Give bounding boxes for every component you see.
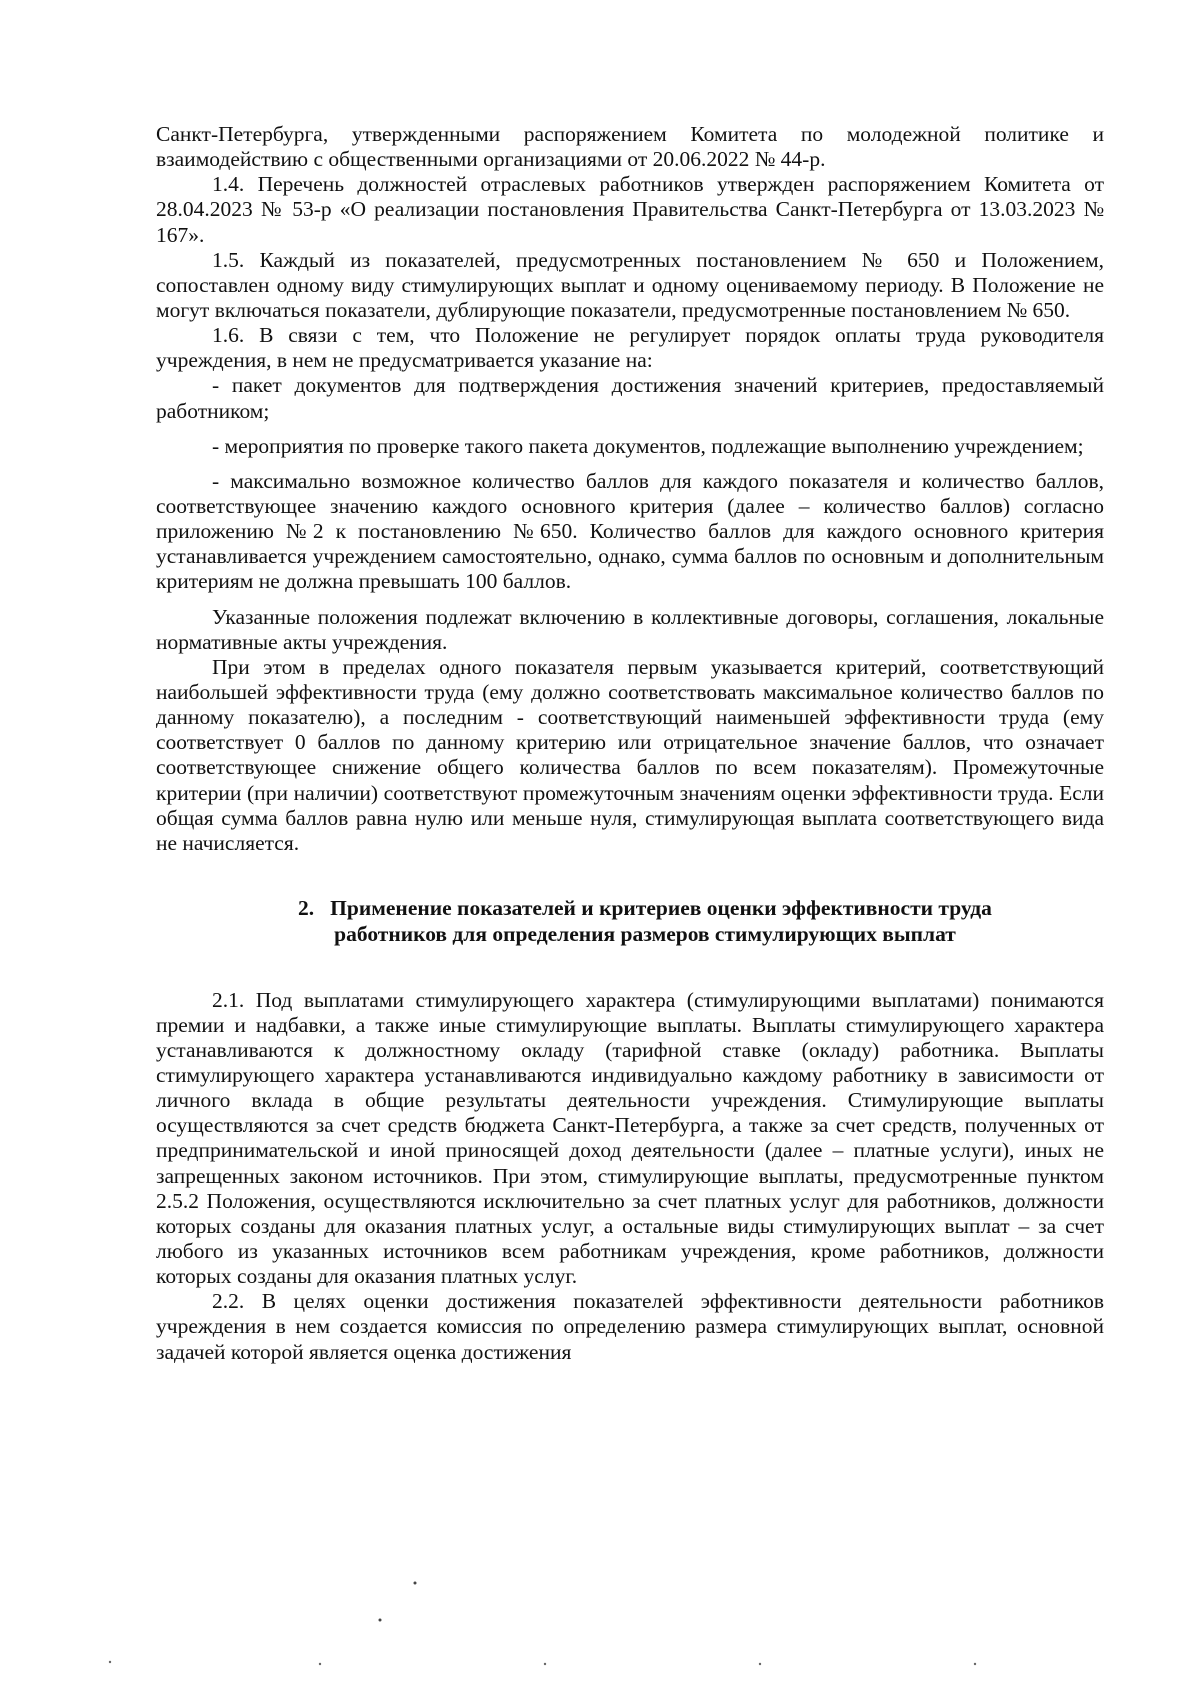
list-item-max-points: - максимально возможное количество баллов для каждого показателя и количество баллов, соответствующее значению каждого основного критерия (далее – количество баллов) согласно приложению №2 к постановлению №650. Количество баллов для каждого основного критерия устанавливается учреждением самостоятельно, однако, сумма баллов по основным и дополнительным критериям не должна превышать 100 баллов. [156, 468, 1104, 594]
list-item-documents-package: - пакет документов для подтверждения достижения значений критериев, предоставляемый работником; [156, 373, 1104, 423]
paragraph-2-1: 2.1. Под выплатами стимулирующего характера (стимулирующими выплатами) понимаются премии и надбавки, а также иные стимулирующие выплаты. Выплаты стимулирующего характера устанавливаются к должностному окладу (тарифной ставке (окладу) работника. Выплаты стимулирующего характера устанавливаются индивидуально каждому работнику в зависимости от личного вклада в общие результаты деятельности учреждения. Стимулирующие выплаты осуществляются за счет средств бюджета Санкт-Петербурга, а также за счет средств, полученных от предпринимательской и иной приносящей доход деятельности (далее – платные услуги), иных не запрещенных законом источников. При этом, стимулирующие выплаты, предусмотренные пунктом 2.5.2 Положения, осуществляются исключительно за счет платных услуг для работников, должности которых созданы для оказания платных услуг, а остальные виды стимулирующих выплат – за счет любого из указанных источников всем работникам учреждения, кроме работников, должности которых созданы для оказания платных услуг. [156, 987, 1104, 1289]
paragraph-inclusion: Указанные положения подлежат включению в коллективные договоры, соглашения, локальные нормативные акты учреждения. [156, 604, 1104, 654]
paragraph-1-5: 1.5. Каждый из показателей, предусмотренных постановлением № 650 и Положением, сопоставлен одному виду стимулирующих выплат и одному оцениваемому периоду. В Положение не могут включаться показатели, дублирующие показатели, предусмотренные постановлением № 650. [156, 247, 1104, 322]
section-number: 2. [298, 895, 315, 920]
list-item-verification-measures: - мероприятия по проверке такого пакета документов, подлежащие выполнению учреждением; [212, 433, 1084, 458]
paragraph-2-2: 2.2. В целях оценки достижения показателей эффективности деятельности работников учреждения в нем создается комиссия по определению размера стимулирующих выплат, основной задачей которой является оценка достижения [156, 1289, 1104, 1364]
paragraph-1-6: 1.6. В связи с тем, что Положение не регулирует порядок оплаты труда руководителя учреждения, в нем не предусматривается указание на: [156, 323, 1104, 373]
paragraph-1-4: 1.4. Перечень должностей отраслевых работников утвержден распоряжением Комитета от 28.04.2023 № 53-р «О реализации постановления Правительства Санкт-Петербурга от 13.03.2023 № 167». [156, 172, 1104, 247]
paragraph-continuation: Санкт-Петербурга, утвержденными распоряжением Комитета по молодежной политике и взаимодействию с общественными организациями от 20.06.2022 № 44-р. [156, 122, 1104, 172]
paragraph-criteria-order: При этом в пределах одного показателя первым указывается критерий, соответствующий наибольшей эффективности труда (ему должно соответствовать максимальное количество баллов по данному показателю), а последним - соответствующий наименьшей эффективности труда (ему соответствует 0 баллов по данному критерию или отрицательное значение баллов, что означает соответствующее снижение общего количества баллов по всем показателям). Промежуточные критерии (при наличии) соответствуют промежуточным значениям оценки эффективности труда. Если общая сумма баллов равна нулю или меньше нуля, стимулирующая выплата соответствующего вида не начисляется. [156, 654, 1104, 855]
section-2-heading [186, 896, 1104, 948]
section-title-line-1: Применение показателей и критериев оценки эффективности труда [330, 895, 992, 920]
section-title-line-2: работников для определения размеров стимулирующих выплат [334, 921, 956, 946]
